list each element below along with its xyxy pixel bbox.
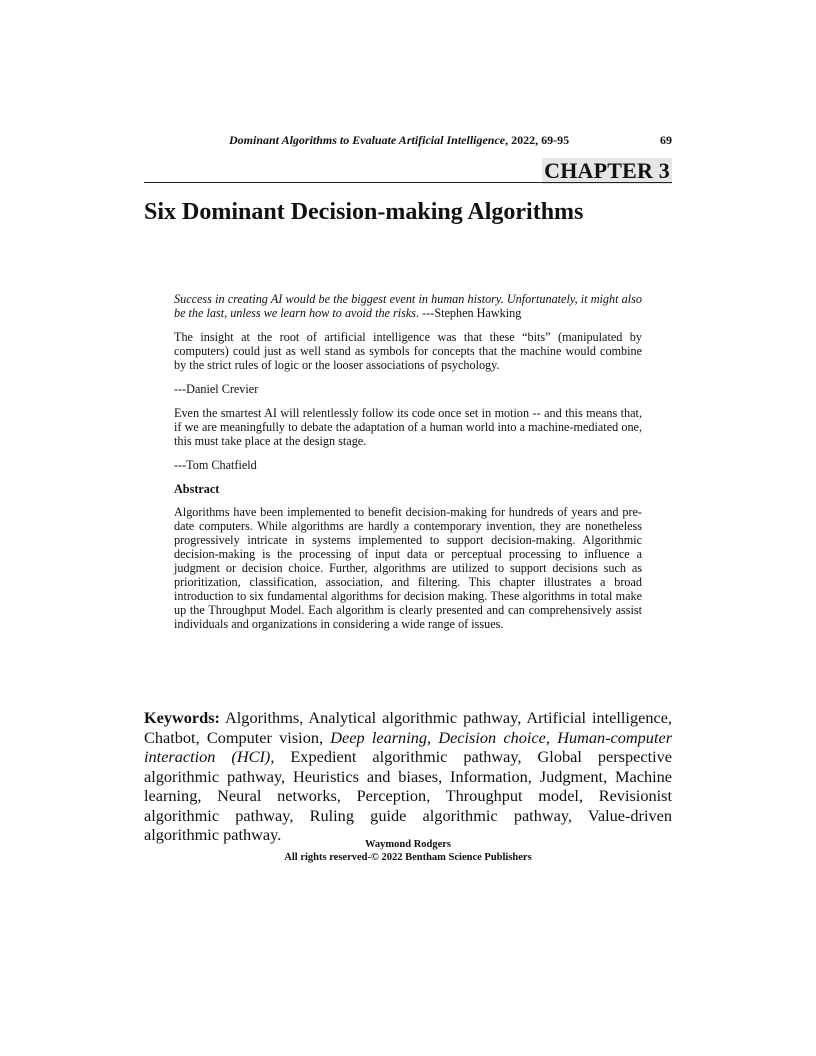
chapter-label: CHAPTER 3 bbox=[544, 158, 670, 183]
epigraph-text: Success in creating AI would be the biggest event in human history. Unfortunately, it might also be the last, unless we learn how to avoid the risks bbox=[174, 292, 642, 320]
abstract-heading: Abstract bbox=[174, 482, 220, 496]
keywords-label: Keywords: bbox=[144, 708, 220, 727]
keyword-decision-choice: Decision choice bbox=[438, 727, 546, 747]
front-matter bbox=[174, 292, 642, 641]
epigraph-hawking bbox=[174, 292, 642, 320]
year-pages: , 2022, 69-95 bbox=[505, 133, 570, 147]
epigraph-attribution: ---Tom Chatfield bbox=[174, 458, 257, 472]
footer bbox=[144, 838, 672, 864]
copyright: All rights reserved-© 2022 Bentham Science Publishers bbox=[284, 852, 532, 863]
epigraph-crevier: The insight at the root of artificial intelligence was that these “bits” (manipulated by computers) could just as well stand as symbols for concepts that the machine would combine by the strict rules of logic or the looser associations of psychology. bbox=[174, 330, 642, 372]
header-rule bbox=[144, 182, 672, 183]
epigraph-chatfield: Even the smartest AI will relentlessly follow its code once set in motion -- and this means that, if we are meaningfully to debate the adaptation of a human world into a machine-mediated one, this must take place at the design stage. bbox=[174, 406, 642, 448]
keyword-hci: Human-computer interaction (HCI) bbox=[144, 727, 673, 766]
epigraph-attribution: ---Daniel Crevier bbox=[174, 382, 259, 396]
epigraph-attribution: . ---Stephen Hawking bbox=[416, 306, 522, 320]
keywords-separator: , bbox=[545, 727, 558, 747]
running-head-title bbox=[229, 133, 569, 148]
abstract-text: Algorithms have been implemented to benefit decision-making for hundreds of years and pre-date computers. While algorithms are hardly a contemporary invention, they are nonetheless progressively intricate in systems implemented to support decision-making. Algorithmic decision-making is the processing of input data or perceptual processing to influence a judgment or decision choice. Further, algorithms are utilized to support decisions such as prioritization, classification, association, and filtering. This chapter illustrates a broad introduction to six fundamental algorithms for decision making. These algorithms in total make up the Throughput Model. Each algorithm is clearly presented and can comprehensively assist individuals and organizations in considering a wide range of issues. bbox=[174, 505, 642, 631]
chapter-title: Six Dominant Decision-making Algorithms bbox=[144, 199, 584, 225]
book-title: Dominant Algorithms to Evaluate Artificial Intelligence bbox=[229, 133, 506, 147]
keyword-deep-learning: Deep learning bbox=[330, 727, 428, 747]
page-number: 69 bbox=[660, 133, 672, 147]
keywords-separator: , bbox=[427, 727, 439, 747]
keywords bbox=[144, 708, 672, 845]
author-name: Waymond Rodgers bbox=[364, 839, 452, 850]
keywords-text: Algorithms, Analytical algorithmic pathway, Artificial intelligence, Chatbot, Computer vision, bbox=[144, 708, 672, 747]
keywords-text: , Expedient algorithmic pathway, Global perspective algorithmic pathway, Heuristics and biases, Information, Judgment, Machine learning, Neural networks, Perception, Throughput model, Revisionist algorithmic pathway, Ruling guide algorithmic pathway, Value-driven algorithmic pathway. bbox=[144, 747, 672, 844]
